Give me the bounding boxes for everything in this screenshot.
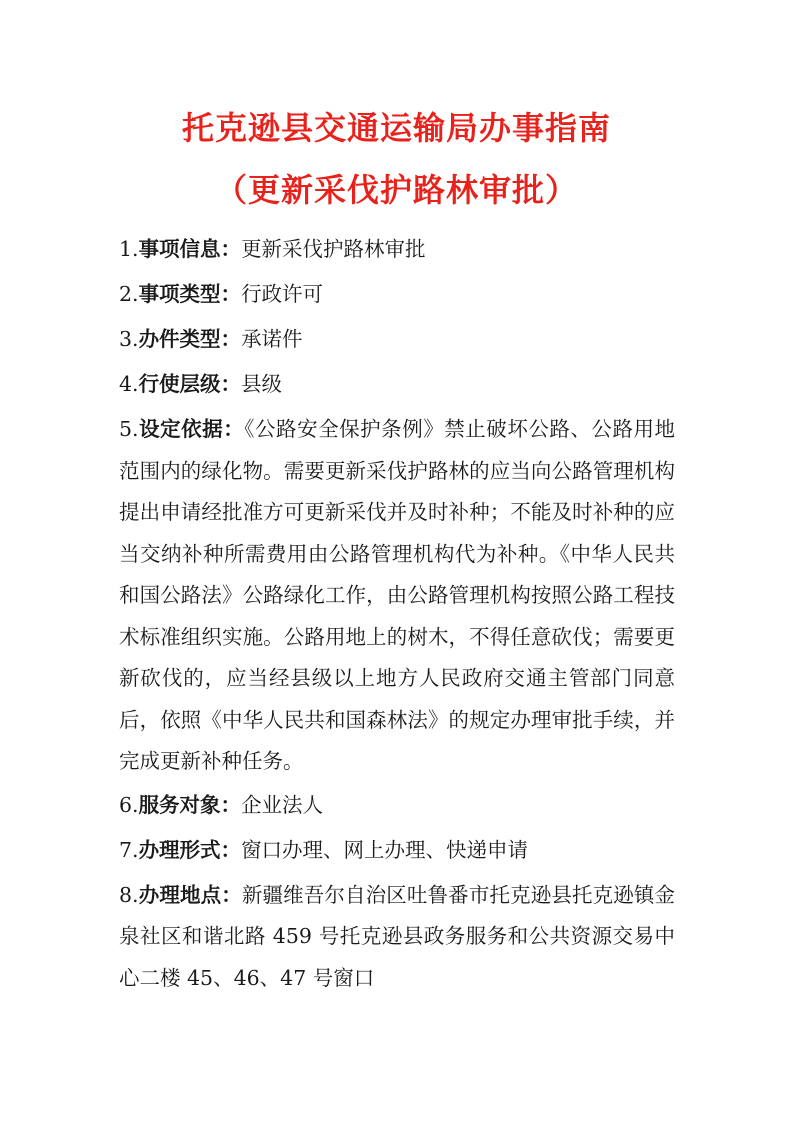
item-value: 企业法人: [241, 792, 324, 817]
guide-item-matter-info: [119, 231, 675, 267]
document-subtitle: （更新采伐护路林审批）: [214, 171, 578, 209]
item-value: 更新采伐护路林审批: [241, 237, 426, 261]
guide-item-matter-type: [119, 276, 675, 312]
item-number: 4.: [119, 372, 139, 396]
guide-item-handling-form: [119, 832, 675, 868]
item-label: 服务对象：: [138, 792, 242, 817]
guide-item-list: [119, 231, 675, 1003]
item-label: 事项信息：: [138, 237, 242, 261]
guide-item-handling-location: [119, 875, 675, 1000]
item-value: 窗口办理、网上办理、快递申请: [241, 837, 529, 862]
guide-item-case-type: [119, 321, 675, 357]
guide-item-service-target: [119, 787, 675, 823]
item-label: 办理地点：: [138, 882, 242, 907]
item-label: 行使层级：: [138, 372, 242, 396]
item-value: 新疆维吾尔自治区吐鲁番市托克逊县托克逊镇金泉社区和谐北路 459 号托克逊县政务服务和公共资源交易中心二楼 45、46、47 号窗口: [119, 882, 676, 990]
item-value: 县级: [241, 372, 283, 396]
item-number: 3.: [119, 327, 139, 351]
document-title: 托克逊县交通运输局办事指南: [181, 109, 611, 147]
item-label: 办件类型：: [138, 327, 242, 351]
item-label: 设定依据：: [138, 417, 245, 441]
item-value: 《公路安全保护条例》禁止破坏公路、公路用地范围内的绿化物。需要更新采伐护路林的应当向公路管理机构提出申请经批准方可更新采伐并及时补种；不能及时补种的应当交纳补种所需费用由公路管理机构代为补种。《中华人民共和国公路法》公路绿化工作，由公路管理机构按照公路工程技术标准组织实施。公路用地上的树木，不得任意砍伐；需要更新砍伐的，应当经县级以上地方人民政府交通主管部门同意后，依照《中华人民共和国森林法》的规定办理审批手续，并完成更新补种任务。: [119, 417, 676, 773]
item-number: 2.: [119, 282, 139, 306]
item-label: 办理形式：: [138, 837, 242, 862]
item-number: 1.: [119, 237, 139, 261]
item-number: 8.: [119, 882, 139, 907]
item-number: 6.: [119, 792, 139, 817]
item-value: 承诺件: [241, 327, 303, 351]
guide-item-legal-basis: [119, 409, 675, 783]
item-number: 7.: [119, 837, 139, 862]
item-value: 行政许可: [241, 282, 324, 306]
item-label: 事项类型：: [138, 282, 242, 306]
item-number: 5.: [119, 417, 139, 441]
guide-item-level: [119, 366, 675, 402]
